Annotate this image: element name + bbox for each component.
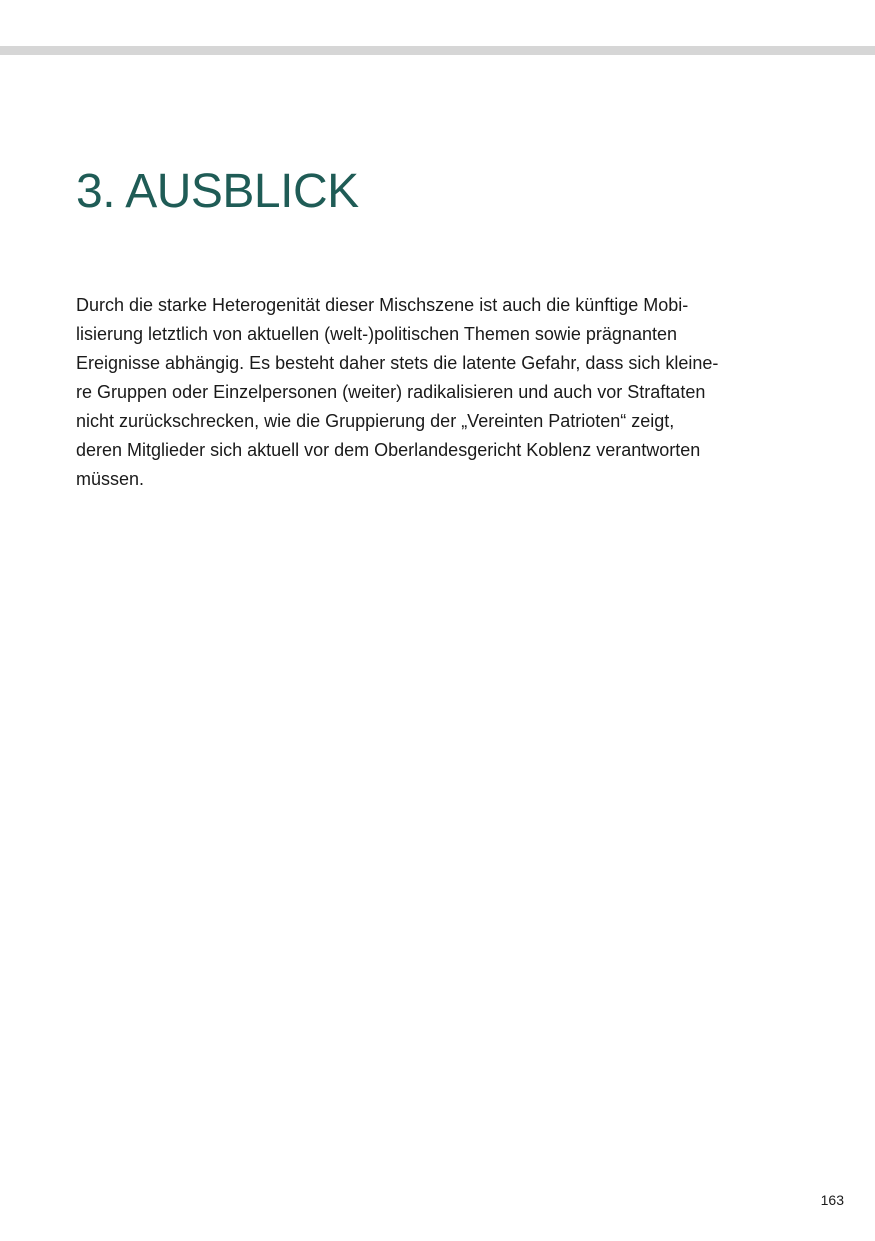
body-line: lisierung letztlich von aktuellen (welt-)politischen Themen sowie prägnanten (76, 324, 677, 344)
body-line: Durch die starke Heterogenität dieser Mischszene ist auch die künftige Mobi- (76, 295, 689, 315)
body-line: deren Mitglieder sich aktuell vor dem Oberlandesgericht Koblenz verantworten (76, 440, 701, 460)
body-paragraph (76, 291, 796, 494)
body-line: nicht zurückschrecken, wie die Gruppierung der „Vereinten Patrioten“ zeigt, (76, 411, 675, 431)
body-line: müssen. (76, 469, 145, 489)
body-line: re Gruppen oder Einzelpersonen (weiter) radikalisieren und auch vor Straftaten (76, 382, 706, 402)
section-heading: 3. AUSBLICK (76, 165, 359, 218)
top-rule (0, 46, 875, 55)
page-number: 163 (820, 1192, 844, 1208)
body-line: Ereignisse abhängig. Es besteht daher stets die latente Gefahr, dass sich kleine- (76, 353, 719, 373)
